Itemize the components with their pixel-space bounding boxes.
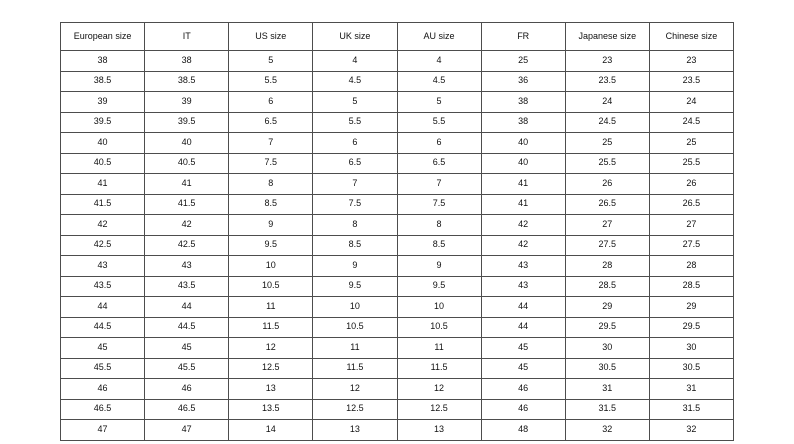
table-cell: 42	[61, 215, 145, 236]
table-cell: 28	[565, 256, 649, 277]
table-cell: 27.5	[565, 235, 649, 256]
table-cell: 11.5	[397, 358, 481, 379]
table-cell: 26.5	[565, 194, 649, 215]
table-cell: 23	[565, 51, 649, 72]
table-cell: 24	[649, 92, 733, 113]
table-cell: 7.5	[229, 153, 313, 174]
column-header: FR	[481, 23, 565, 51]
table-cell: 42	[481, 235, 565, 256]
column-header: AU size	[397, 23, 481, 51]
table-cell: 9	[397, 256, 481, 277]
table-cell: 40.5	[61, 153, 145, 174]
table-cell: 7.5	[313, 194, 397, 215]
table-row	[61, 194, 734, 215]
table-cell: 40	[481, 153, 565, 174]
table-cell: 11.5	[229, 317, 313, 338]
table-cell: 26	[649, 174, 733, 195]
table-cell: 40	[481, 133, 565, 154]
table-row	[61, 420, 734, 441]
table-row	[61, 358, 734, 379]
table-cell: 39.5	[61, 112, 145, 133]
table-cell: 12.5	[397, 399, 481, 420]
size-conversion-table-wrapper	[60, 22, 734, 441]
table-cell: 7	[313, 174, 397, 195]
table-cell: 31	[565, 379, 649, 400]
table-cell: 6	[229, 92, 313, 113]
table-row	[61, 174, 734, 195]
table-header-row	[61, 23, 734, 51]
table-cell: 26.5	[649, 194, 733, 215]
table-cell: 7	[397, 174, 481, 195]
table-cell: 6.5	[397, 153, 481, 174]
table-cell: 42	[145, 215, 229, 236]
table-cell: 9	[313, 256, 397, 277]
table-row	[61, 51, 734, 72]
table-cell: 25	[481, 51, 565, 72]
table-cell: 43	[61, 256, 145, 277]
table-cell: 10.5	[397, 317, 481, 338]
table-cell: 14	[229, 420, 313, 441]
table-cell: 6	[313, 133, 397, 154]
table-cell: 31.5	[649, 399, 733, 420]
table-cell: 13	[229, 379, 313, 400]
table-cell: 45	[61, 338, 145, 359]
table-cell: 11	[229, 297, 313, 318]
table-cell: 7.5	[397, 194, 481, 215]
table-cell: 44.5	[61, 317, 145, 338]
table-cell: 41	[481, 194, 565, 215]
table-cell: 32	[565, 420, 649, 441]
table-cell: 41	[145, 174, 229, 195]
table-cell: 45	[481, 338, 565, 359]
table-cell: 23	[649, 51, 733, 72]
table-cell: 41	[481, 174, 565, 195]
table-cell: 10.5	[313, 317, 397, 338]
table-cell: 8	[229, 174, 313, 195]
table-cell: 28.5	[565, 276, 649, 297]
table-row	[61, 379, 734, 400]
column-header: US size	[229, 23, 313, 51]
table-cell: 31	[649, 379, 733, 400]
table-cell: 6	[397, 133, 481, 154]
table-cell: 29.5	[649, 317, 733, 338]
table-cell: 46	[481, 379, 565, 400]
table-cell: 13.5	[229, 399, 313, 420]
table-cell: 45.5	[145, 358, 229, 379]
table-cell: 6.5	[229, 112, 313, 133]
table-cell: 12.5	[313, 399, 397, 420]
table-cell: 29	[649, 297, 733, 318]
table-row	[61, 317, 734, 338]
table-cell: 31.5	[565, 399, 649, 420]
table-cell: 27	[565, 215, 649, 236]
table-cell: 8	[397, 215, 481, 236]
table-cell: 40	[145, 133, 229, 154]
table-cell: 44.5	[145, 317, 229, 338]
table-cell: 30	[649, 338, 733, 359]
table-cell: 44	[145, 297, 229, 318]
table-cell: 10	[397, 297, 481, 318]
table-cell: 43	[145, 256, 229, 277]
table-cell: 6.5	[313, 153, 397, 174]
table-cell: 40.5	[145, 153, 229, 174]
table-cell: 10.5	[229, 276, 313, 297]
table-cell: 5.5	[229, 71, 313, 92]
table-cell: 44	[481, 317, 565, 338]
table-cell: 8.5	[397, 235, 481, 256]
table-cell: 42	[481, 215, 565, 236]
table-cell: 13	[313, 420, 397, 441]
table-cell: 45	[145, 338, 229, 359]
table-cell: 23.5	[649, 71, 733, 92]
table-cell: 27.5	[649, 235, 733, 256]
table-cell: 46.5	[61, 399, 145, 420]
table-row	[61, 235, 734, 256]
table-cell: 10	[313, 297, 397, 318]
table-row	[61, 92, 734, 113]
table-cell: 5	[229, 51, 313, 72]
table-cell: 46	[61, 379, 145, 400]
table-cell: 43.5	[145, 276, 229, 297]
table-cell: 45	[481, 358, 565, 379]
table-cell: 5.5	[397, 112, 481, 133]
table-cell: 36	[481, 71, 565, 92]
table-row	[61, 71, 734, 92]
table-cell: 24.5	[565, 112, 649, 133]
table-cell: 9	[229, 215, 313, 236]
table-cell: 25.5	[649, 153, 733, 174]
table-cell: 25	[565, 133, 649, 154]
table-cell: 39	[145, 92, 229, 113]
table-cell: 30.5	[565, 358, 649, 379]
table-cell: 7	[229, 133, 313, 154]
table-cell: 38	[145, 51, 229, 72]
table-cell: 28.5	[649, 276, 733, 297]
table-cell: 47	[145, 420, 229, 441]
column-header: Japanese size	[565, 23, 649, 51]
table-cell: 44	[61, 297, 145, 318]
table-cell: 44	[481, 297, 565, 318]
column-header: Chinese size	[649, 23, 733, 51]
table-cell: 4.5	[313, 71, 397, 92]
table-cell: 39.5	[145, 112, 229, 133]
table-cell: 40	[61, 133, 145, 154]
table-cell: 12.5	[229, 358, 313, 379]
table-cell: 39	[61, 92, 145, 113]
table-row	[61, 399, 734, 420]
table-cell: 43.5	[61, 276, 145, 297]
table-row	[61, 153, 734, 174]
table-cell: 42.5	[61, 235, 145, 256]
table-cell: 9.5	[397, 276, 481, 297]
table-cell: 12	[313, 379, 397, 400]
table-cell: 43	[481, 256, 565, 277]
table-cell: 45.5	[61, 358, 145, 379]
table-cell: 5.5	[313, 112, 397, 133]
table-header	[61, 23, 734, 51]
table-cell: 11	[313, 338, 397, 359]
table-cell: 4.5	[397, 71, 481, 92]
column-header: European size	[61, 23, 145, 51]
table-cell: 28	[649, 256, 733, 277]
column-header: UK size	[313, 23, 397, 51]
table-cell: 48	[481, 420, 565, 441]
table-cell: 38	[481, 92, 565, 113]
table-cell: 38.5	[145, 71, 229, 92]
column-header: IT	[145, 23, 229, 51]
table-cell: 5	[313, 92, 397, 113]
table-cell: 9.5	[229, 235, 313, 256]
table-cell: 46.5	[145, 399, 229, 420]
table-row	[61, 112, 734, 133]
table-cell: 25	[649, 133, 733, 154]
table-row	[61, 133, 734, 154]
table-cell: 23.5	[565, 71, 649, 92]
table-cell: 30.5	[649, 358, 733, 379]
table-cell: 8	[313, 215, 397, 236]
table-cell: 46	[481, 399, 565, 420]
table-cell: 29.5	[565, 317, 649, 338]
table-cell: 25.5	[565, 153, 649, 174]
table-cell: 4	[313, 51, 397, 72]
table-cell: 13	[397, 420, 481, 441]
table-cell: 4	[397, 51, 481, 72]
table-row	[61, 338, 734, 359]
table-cell: 12	[229, 338, 313, 359]
table-cell: 24.5	[649, 112, 733, 133]
table-cell: 29	[565, 297, 649, 318]
table-cell: 38.5	[61, 71, 145, 92]
table-body	[61, 51, 734, 441]
table-cell: 11	[397, 338, 481, 359]
table-row	[61, 276, 734, 297]
table-row	[61, 297, 734, 318]
table-cell: 9.5	[313, 276, 397, 297]
table-cell: 27	[649, 215, 733, 236]
table-cell: 41.5	[61, 194, 145, 215]
table-row	[61, 256, 734, 277]
table-cell: 32	[649, 420, 733, 441]
table-cell: 10	[229, 256, 313, 277]
table-cell: 11.5	[313, 358, 397, 379]
table-cell: 38	[61, 51, 145, 72]
table-cell: 8.5	[229, 194, 313, 215]
table-cell: 30	[565, 338, 649, 359]
table-cell: 47	[61, 420, 145, 441]
table-cell: 43	[481, 276, 565, 297]
table-cell: 24	[565, 92, 649, 113]
table-cell: 46	[145, 379, 229, 400]
table-cell: 5	[397, 92, 481, 113]
size-conversion-table	[60, 22, 734, 441]
table-cell: 41.5	[145, 194, 229, 215]
table-cell: 38	[481, 112, 565, 133]
table-cell: 12	[397, 379, 481, 400]
table-cell: 26	[565, 174, 649, 195]
table-row	[61, 215, 734, 236]
table-cell: 41	[61, 174, 145, 195]
table-cell: 8.5	[313, 235, 397, 256]
table-cell: 42.5	[145, 235, 229, 256]
